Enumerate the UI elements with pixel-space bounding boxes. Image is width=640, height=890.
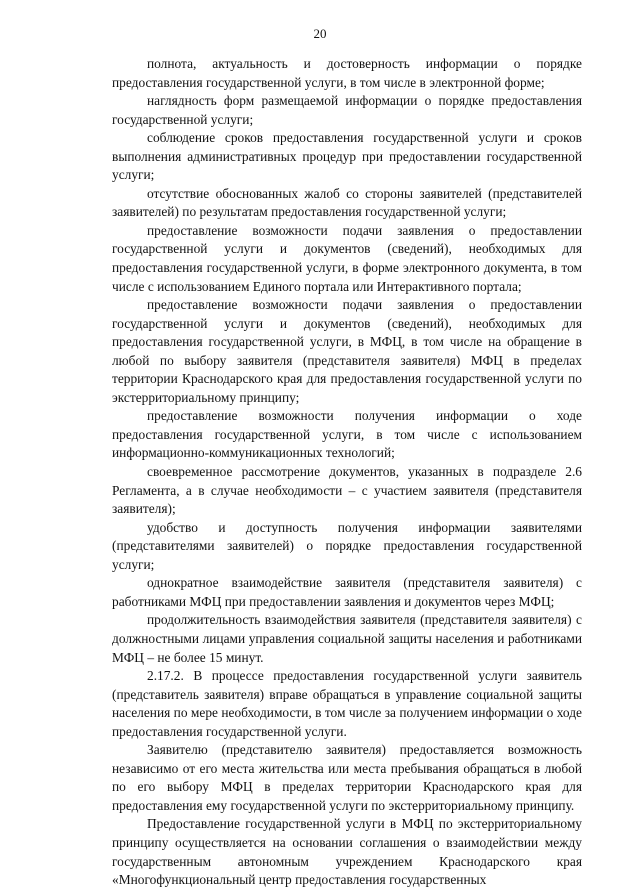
- paragraph: предоставление возможности получения информации о ходе предоставления государственной услуги, в том числе с использованием информационно-коммуникационных технологий;: [112, 408, 582, 461]
- paragraph: своевременное рассмотрение документов, указанных в подразделе 2.6 Регламента, а в случае необходимости – с участием заявителя (представителя заявителя);: [112, 464, 582, 517]
- paragraph: удобство и доступность получения информации заявителями (представителями заявителей) о порядке предоставления государственной услуги;: [112, 519, 582, 572]
- paragraph: наглядность форм размещаемой информации о порядке предоставления государственной услуги;: [112, 93, 582, 127]
- paragraph: продолжительность взаимодействия заявителя (представителя заявителя) с должностными лицами управления социальной защиты населения и работниками МФЦ – не более 15 минут.: [112, 612, 582, 665]
- paragraph: отсутствие обоснованных жалоб со стороны заявителей (представителей заявителей) по результатам предоставления государственной услуги;: [112, 185, 582, 220]
- paragraph: 2.17.2. В процессе предоставления государственной услуги заявитель (представитель заявителя) вправе обращаться в управление социальной защиты населения по мере необходимости, в том числе за получением информации о ходе предоставления государственной услуги.: [112, 668, 582, 739]
- paragraph: Предоставление государственной услуги в МФЦ по экстерриториальному принципу осуществляется на основании соглашения о взаимодействии между государственным автономным учреждением Краснодарского края «Многофункциональный центр предоставления государственных: [112, 816, 582, 888]
- paragraph: однократное взаимодействие заявителя (представителя заявителя) с работниками МФЦ при предоставлении заявления и документов через МФЦ;: [112, 575, 582, 609]
- paragraph: предоставление возможности подачи заявления о предоставлении государственной услуги и документов (сведений), необходимых для предоставления государственной услуги, в МФЦ, в том числе на обращение в любой по выбору заявителя (представителя заявителя) МФЦ в пределах территории Краснодарского края для предоставления государственной услуги по экстерриториальному принципу;: [112, 297, 582, 405]
- paragraph: предоставление возможности подачи заявления о предоставлении государственной услуги и документов (сведений), необходимых для предоставления государственной услуги, в форме электронного документа, в том числе с использованием Единого портала или Интерактивного портала;: [112, 222, 582, 294]
- paragraph: Заявителю (представителю заявителя) предоставляется возможность независимо от его места жительства или места пребывания обращаться в любой по его выбору МФЦ в пределах территории Краснодарского края для предоставления ему государственной услуги по экстерриториальному принципу.: [112, 742, 582, 813]
- paragraph: полнота, актуальность и достоверность информации о порядке предоставления государственной услуги, в том числе в электронной форме;: [112, 56, 582, 90]
- paragraph: соблюдение сроков предоставления государственной услуги и сроков выполнения административных процедур при предоставлении государственной услуги;: [112, 130, 582, 183]
- document-body: [112, 55, 582, 890]
- page-number: 20: [313, 26, 327, 41]
